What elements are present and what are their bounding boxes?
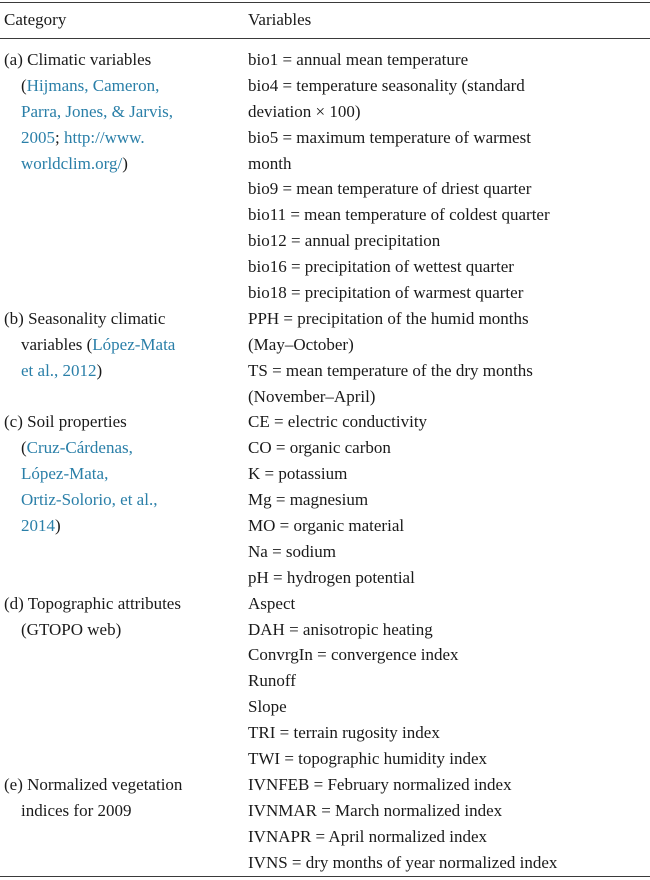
variable-line: bio12 = annual precipitation xyxy=(248,231,441,251)
variable-line: Na = sodium xyxy=(248,541,336,561)
variable-line: TRI = terrain rugosity index xyxy=(248,723,440,743)
category-cell xyxy=(4,306,239,384)
variable-line: bio9 = mean temperature of driest quarter xyxy=(248,179,532,199)
category-line xyxy=(4,461,239,487)
category-line xyxy=(4,47,239,73)
citation-link[interactable]: Parra, Jones, & Jarvis, xyxy=(21,101,174,121)
variable-line: MO = organic material xyxy=(248,516,405,536)
variable-line: (November–April) xyxy=(248,386,376,406)
top-rule xyxy=(0,2,650,3)
category-line xyxy=(4,332,239,358)
category-line xyxy=(4,591,239,617)
variable-line: Slope xyxy=(248,697,287,717)
category-text: ) xyxy=(122,153,128,173)
category-text: ) xyxy=(55,516,61,536)
citation-link[interactable]: López-Mata xyxy=(92,334,176,354)
category-line xyxy=(4,798,239,824)
category-line xyxy=(4,125,239,151)
category-cell xyxy=(4,772,239,824)
category-text: ( xyxy=(21,75,27,95)
variable-line: bio5 = maximum temperature of warmest xyxy=(248,127,531,147)
variable-line: IVNAPR = April normalized index xyxy=(248,826,488,846)
variable-line: K = potassium xyxy=(248,464,348,484)
category-text: variables ( xyxy=(21,334,93,354)
variable-line: IVNFEB = February normalized index xyxy=(248,774,512,794)
variable-line: bio1 = annual mean temperature xyxy=(248,50,469,69)
table-row xyxy=(0,772,650,876)
citation-link[interactable]: Hijmans, Cameron, xyxy=(26,75,160,95)
category-line xyxy=(4,772,239,798)
citation-link[interactable]: et al., 2012 xyxy=(21,360,97,380)
category-line xyxy=(4,73,239,99)
variable-line: IVNS = dry months of year normalized index xyxy=(248,852,558,872)
category-line xyxy=(4,99,239,125)
category-text: (d) Topographic attributes xyxy=(4,593,181,613)
variable-line: CO = organic carbon xyxy=(248,438,391,458)
variables-cell xyxy=(248,591,643,772)
variable-line: month xyxy=(248,153,292,173)
category-text: indices for 2009 xyxy=(21,800,132,820)
variable-line: bio4 = temperature seasonality (standard xyxy=(248,75,525,95)
category-text: (GTOPO web) xyxy=(21,619,122,639)
table-header xyxy=(0,7,650,33)
category-line xyxy=(4,435,239,461)
category-text: (c) Soil properties xyxy=(4,412,127,432)
category-line xyxy=(4,306,239,332)
citation-link[interactable]: 2005 xyxy=(21,127,55,147)
citation-link[interactable]: Cruz-Cárdenas, xyxy=(26,438,133,458)
variable-line: PPH = precipitation of the humid months xyxy=(248,308,529,328)
category-cell xyxy=(4,591,239,643)
variables-cell xyxy=(248,409,643,590)
variables-cell xyxy=(248,47,643,306)
category-text: (a) Climatic variables xyxy=(4,50,152,69)
variable-line: bio16 = precipitation of wettest quarter xyxy=(248,257,514,277)
variable-line: bio18 = precipitation of warmest quarter xyxy=(248,283,524,303)
category-text: (e) Normalized vegetation xyxy=(4,774,183,794)
header-rule xyxy=(0,38,650,39)
citation-link[interactable]: Ortiz-Solorio, et al., xyxy=(21,490,158,510)
category-line xyxy=(4,617,239,643)
variable-line: TS = mean temperature of the dry months xyxy=(248,360,533,380)
variables-cell xyxy=(248,772,643,876)
category-text: ; xyxy=(55,127,64,147)
table-row xyxy=(0,47,650,306)
citation-link[interactable]: 2014 xyxy=(21,516,55,536)
table-row xyxy=(0,591,650,772)
category-line xyxy=(4,151,239,177)
category-line xyxy=(4,487,239,513)
header-variables: Variables xyxy=(248,10,312,29)
category-text: (b) Seasonality climatic xyxy=(4,308,166,328)
variable-line: (May–October) xyxy=(248,334,354,354)
category-text: ) xyxy=(96,360,103,380)
variable-line: Aspect xyxy=(248,593,296,613)
variable-line: Runoff xyxy=(248,671,296,691)
category-cell xyxy=(4,47,239,176)
variable-line: CE = electric conductivity xyxy=(248,412,428,432)
variable-line: deviation × 100) xyxy=(248,101,361,121)
header-category: Category xyxy=(4,10,67,29)
category-text: ( xyxy=(21,438,27,458)
table-body xyxy=(0,47,650,876)
variable-line: IVNMAR = March normalized index xyxy=(248,800,503,820)
category-line xyxy=(4,358,239,384)
table-row xyxy=(0,306,650,410)
variable-line: bio11 = mean temperature of coldest quarter xyxy=(248,205,550,225)
variables-cell xyxy=(248,306,643,410)
category-line xyxy=(4,513,239,539)
variable-line: DAH = anisotropic heating xyxy=(248,619,433,639)
variable-line: ConvrgIn = convergence index xyxy=(248,645,459,665)
citation-link[interactable]: http://www. xyxy=(63,127,145,147)
citation-link[interactable]: worldclim.org/ xyxy=(21,153,123,173)
category-cell xyxy=(4,409,239,538)
category-line xyxy=(4,409,239,435)
table-row xyxy=(0,409,650,590)
variable-line: Mg = magnesium xyxy=(248,490,369,510)
bottom-rule xyxy=(0,876,650,877)
variable-line: TWI = topographic humidity index xyxy=(248,749,488,769)
variable-line: pH = hydrogen potential xyxy=(248,567,415,587)
citation-link[interactable]: López-Mata, xyxy=(21,464,109,484)
